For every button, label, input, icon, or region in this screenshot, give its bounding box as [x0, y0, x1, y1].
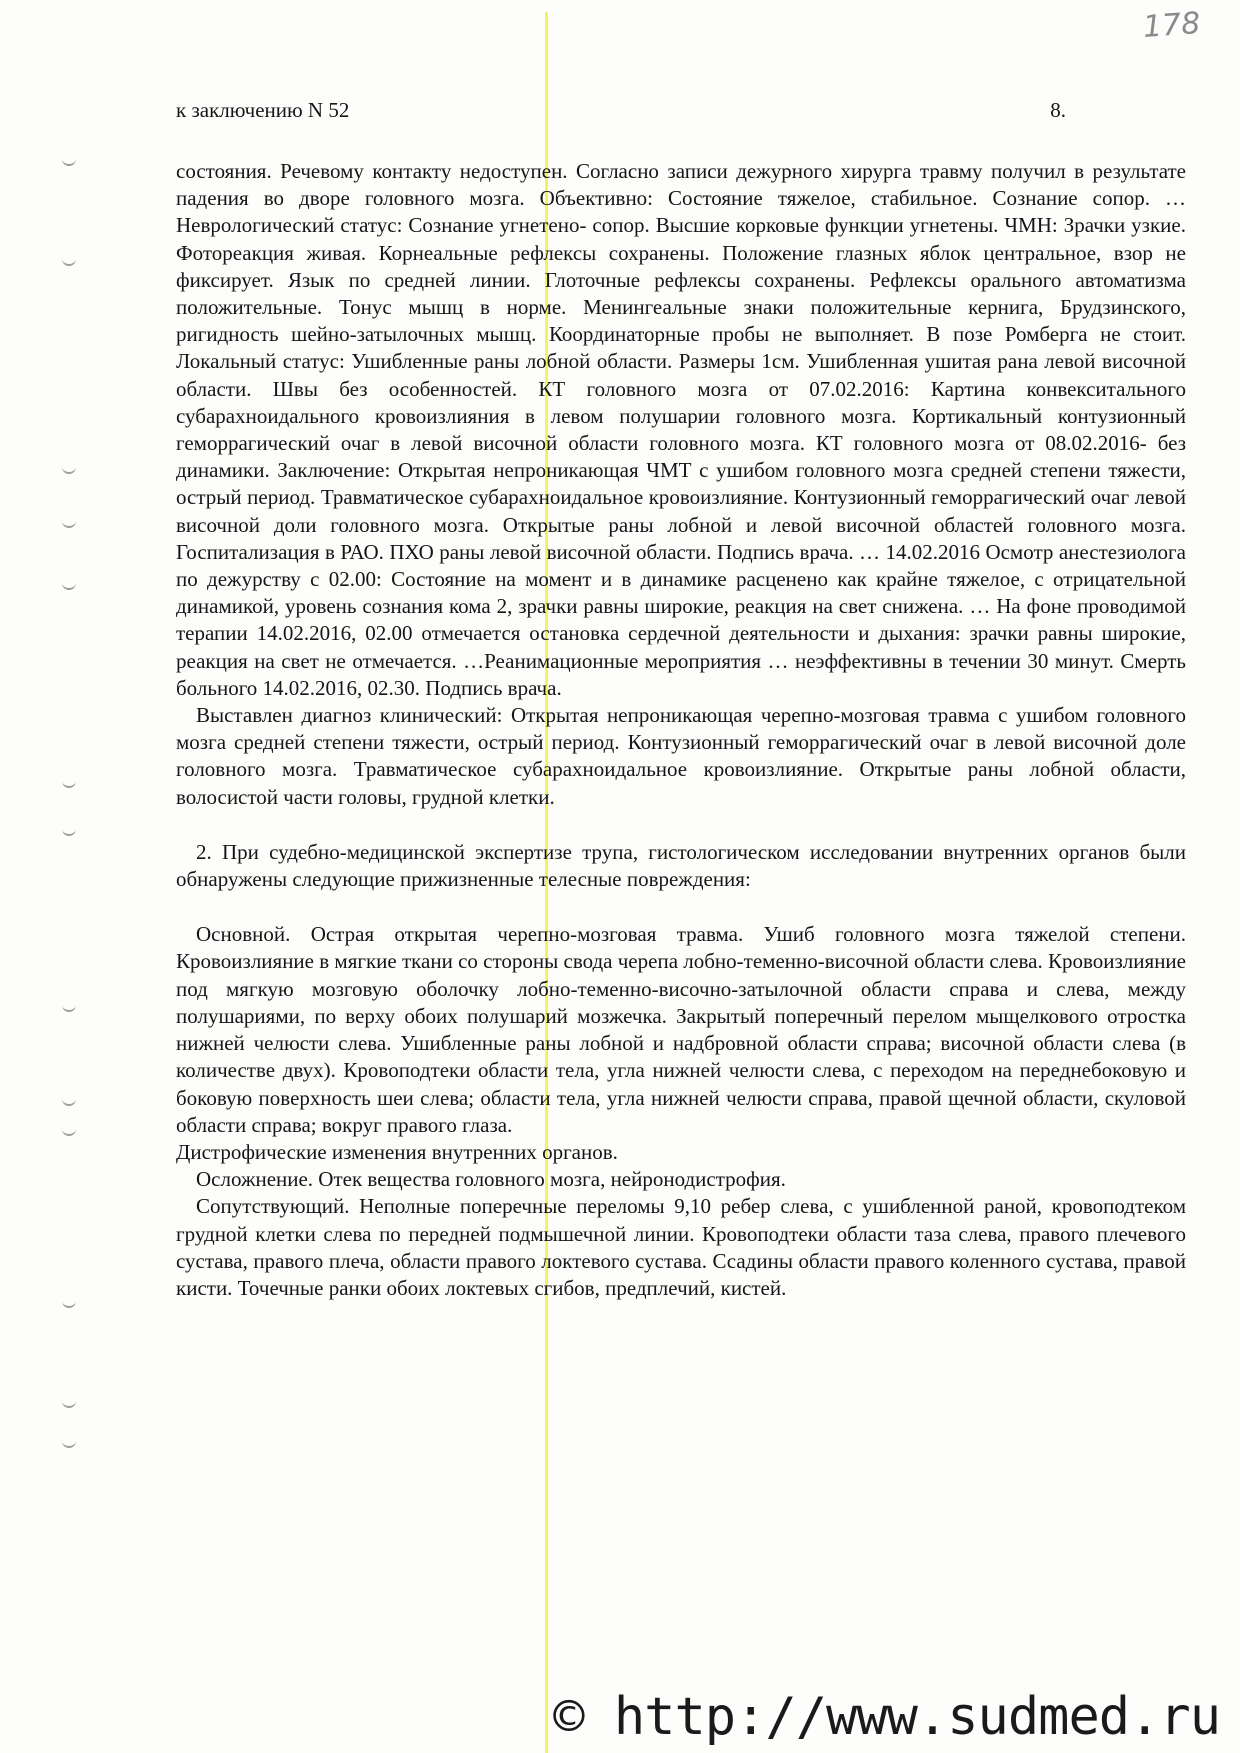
conclusion-reference: к заключению N 52 — [176, 98, 350, 122]
paragraph-medical-record: состояния. Речевому контакту недоступен. Согласно записи дежурного хирурга травму получил в результате падения во дворе головного мозга. Объективно: Состояние тяжелое, стабильное. Сознание сопор. … Неврологический статус: Сознание угнетено- сопор. Высшие корковые функции угнетены. ЧМН: Зрачки узкие. Фотореакция живая. Корнеальные рефлексы сохранены. Положение глазных яблок центральное, взор не фиксирует. Язык по средней линии. Глоточные рефлексы сохранены. Рефлексы орального автоматизма положительные. Тонус мышц в норме. Менингеальные знаки положительные кернига, Брудзинского, ригидность шейно-затылочных мышц. Координаторные пробы не выполняет. В позе Ромберга не стоит. Локальный статус: Ушибленные раны лобной области. Размеры 1см. Ушибленная ушитая рана левой височной области. Швы без особенностей. КТ головного мозга от 07.02.2016: Картина конвекситального субарахноидального кровоизлияния в левом полушарии головного мозга. Кортикальный контузионный геморрагический очаг в левой височной области головного мозга. КТ головного мозга от 08.02.2016- без динамики. Заключение: Открытая непроникающая ЧМТ с ушибом головного мозга средней степени тяжести, острый период. Травматическое субарахноидальное кровоизлияние. Контузионный геморрагический очаг левой височной доли головного мозга. Открытые раны лобной и левой височной областей головного мозга. Госпитализация в РАО. ПХО раны левой височной области. Подпись врача. … 14.02.2016 Осмотр анестезиолога по дежурству с 02.00: Состояние на момент и в динамике расценено как крайне тяжелое, с отрицательной динамикой, уровень сознания кома 2, зрачки равны широкие, реакция на свет снижена. … На фоне проводимой терапии 14.02.2016, 02.00 отмечается остановка сердечной деятельности и дыхания: зрачки равны широкие, реакция на свет не отмечается. …Реанимационные мероприятия … неэффективны в течении 30 минут. Смерть больного 14.02.2016, 02.30. Подпись врача. — [176, 159, 1186, 700]
punch-mark — [62, 582, 76, 590]
paragraph-complication: Осложнение. Отек вещества головного мозга, нейронодистрофия. — [196, 1167, 786, 1192]
punch-mark — [62, 1300, 76, 1308]
document-body — [176, 158, 1186, 1302]
paragraph-clinical-diagnosis: Выставлен диагноз клинический: Открытая непроникающая черепно-мозговая травма с ушибом головного мозга средней степени тяжести, острый период. Контузионный геморрагический очаг в левой височной доле головного мозга. Травматическое субарахноидальное кровоизлияние. Открытые раны лобной области, волосистой части головы, грудной клетки. — [176, 703, 1186, 809]
watermark: © http://www.sudmed.ru — [553, 1687, 1220, 1747]
punch-mark — [62, 828, 76, 836]
punch-mark — [62, 158, 76, 166]
punch-mark — [62, 780, 76, 788]
paragraph-dystrophic-changes: Дистрофические изменения внутренних органов. — [176, 1139, 618, 1164]
paragraph-main-diagnosis: Основной. Острая открытая черепно-мозговая травма. Ушиб головного мозга тяжелой степени. Кровоизлияние в мягкие ткани со стороны свода черепа лобно-теменно-височной области слева. Кровоизлияние под мягкую мозговую оболочку лобно-теменно-височно-затылочной области справа и слева, между полушариями, по верху обоих полушарий мозжечка. Закрытый поперечный перелом мыщелкового отростка нижней челюсти слева. Ушибленные раны лобной и надбровной области справа; височной области слева (в количестве двух). Кровоподтеки области тела, угла нижней челюсти слева, с переходом на переднебоковую и боковую поверхность шеи слева; области тела, угла нижней челюсти справа, правой щечной области, скуловой области справа; вокруг правого глаза. — [176, 922, 1186, 1137]
handwritten-page-number: 178 — [1141, 6, 1202, 45]
paragraph-findings-intro: 2. При судебно-медицинской экспертизе трупа, гистологическом исследовании внутренних органов были обнаружены следующие прижизненные телесные повреждения: — [176, 839, 1186, 892]
punch-mark — [62, 1128, 76, 1136]
punch-mark — [62, 466, 76, 474]
punch-mark — [62, 520, 76, 528]
punch-mark — [62, 1098, 76, 1106]
punch-mark — [62, 1440, 76, 1448]
document-header — [176, 98, 1066, 123]
paragraph-concomitant: Сопутствующий. Неполные поперечные переломы 9,10 ребер слева, с ушибленной раной, кровоподтеком грудной клетки слева по передней подмышечной линии. Кровоподтеки области таза слева, правого плечевого сустава, правого плеча, области правого локтевого сустава. Ссадины области правого коленного сустава, правой кисти. Точечные ранки обоих локтевых сгибов, предплечий, кистей. — [176, 1194, 1186, 1300]
page-number: 8. — [1050, 98, 1066, 122]
punch-mark — [62, 1004, 76, 1012]
punch-mark — [62, 1400, 76, 1408]
punch-mark — [62, 258, 76, 266]
